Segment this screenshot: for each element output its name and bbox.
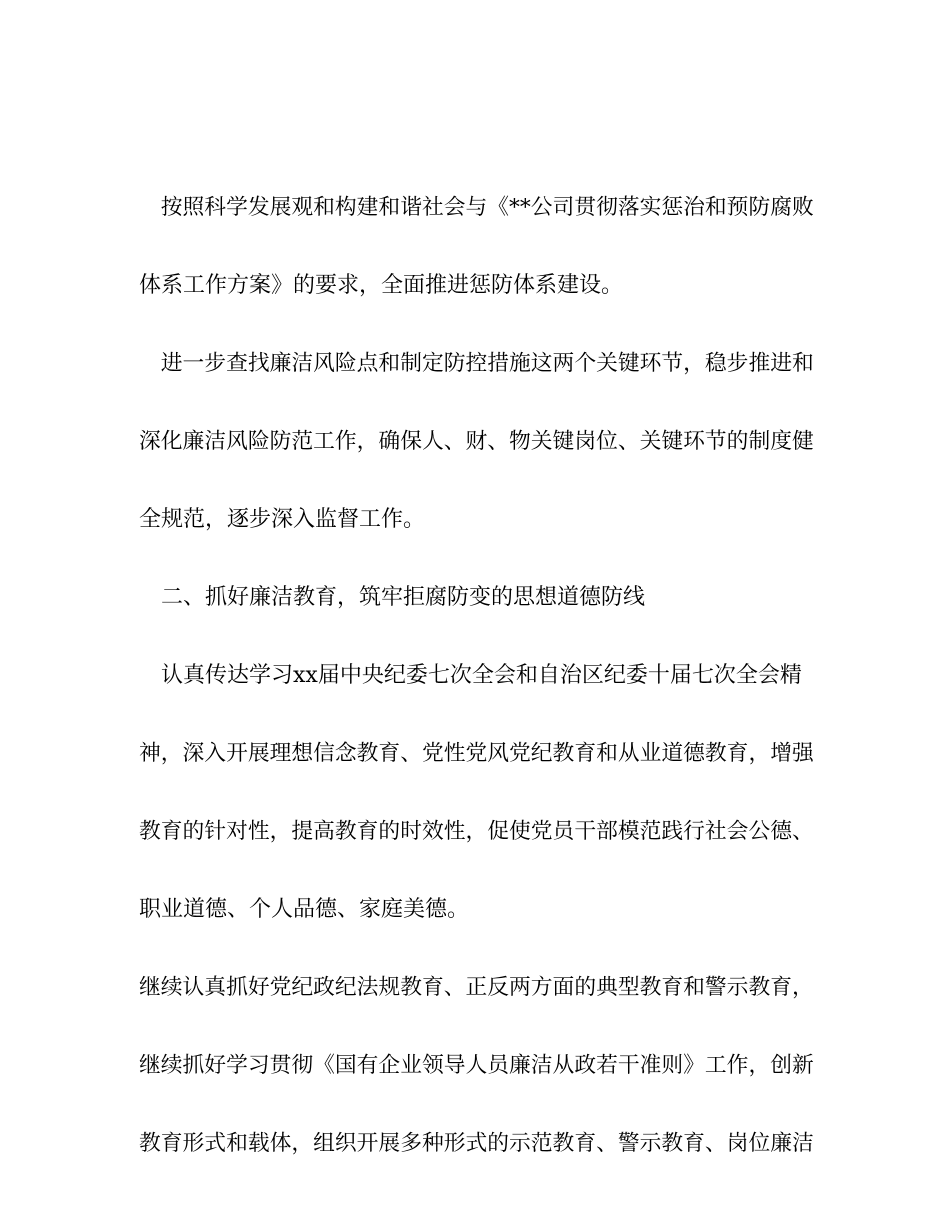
text-line: 深化廉洁风险防范工作，确保人、财、物关键岗位、关键环节的制度健 [139,429,814,454]
section-heading: 二、抓好廉洁教育，筑牢拒腐防变的思想道德防线 [139,585,646,610]
text-line: 认真传达学习xx届中央纪委七次全会和自治区纪委十届七次全会精 [139,663,802,688]
text-line: 神，深入开展理想信念教育、党性党风党纪教育和从业道德教育，增强 [139,741,814,766]
document-body [139,190,814,1204]
text-line: 继续认真抓好党纪政纪法规教育、正反两方面的典型教育和警示教育， [139,975,814,1000]
text-line: 全规范，逐步深入监督工作。 [139,507,426,532]
text-line: 教育的针对性，提高教育的时效性，促使党员干部模范践行社会公德、 [139,819,814,844]
text-line: 教育形式和载体，组织开展多种形式的示范教育、警示教育、岗位廉洁 [139,1131,814,1156]
text-line: 职业道德、个人品德、家庭美德。 [139,897,470,922]
text-line: 进一步查找廉洁风险点和制定防控措施这两个关键环节，稳步推进和 [139,351,814,376]
text-line: 按照科学发展观和构建和谐社会与《**公司贯彻落实惩治和预防腐败 [139,195,814,220]
text-line: 继续抓好学习贯彻《国有企业领导人员廉洁从政若干准则》工作，创新 [139,1053,814,1078]
text-line: 体系工作方案》的要求，全面推进惩防体系建设。 [139,273,624,298]
